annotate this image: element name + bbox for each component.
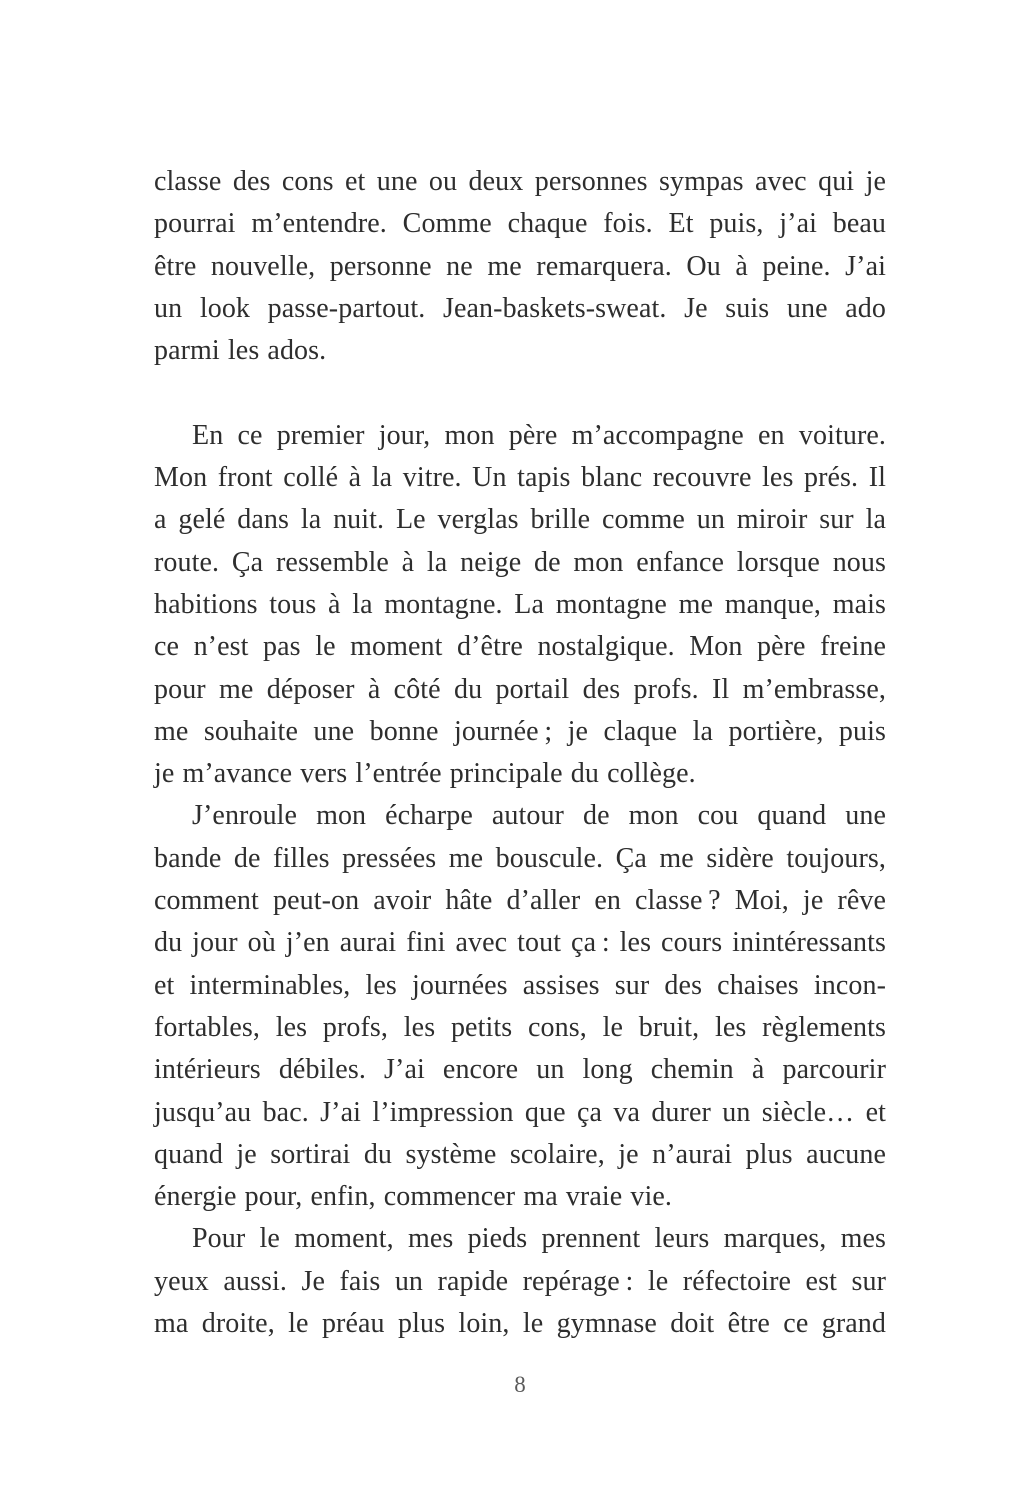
- text-line: bande de filles pressées me bouscule. Ça me sidère toujours,: [154, 842, 886, 874]
- paragraph: [154, 161, 886, 372]
- text-line: yeux aussi. Je fais un rapide repérage : le réfectoire est sur: [154, 1265, 886, 1297]
- text-line: quand je sortirai du système scolaire, je n’aurai plus aucune: [154, 1138, 886, 1170]
- text-line: Mon front collé à la vitre. Un tapis blanc recouvre les prés. Il: [154, 462, 886, 494]
- text-line: je m’avance vers l’entrée principale du collège.: [154, 758, 696, 790]
- text-line: ce n’est pas le moment d’être nostalgique. Mon père freine: [154, 631, 886, 663]
- text-line: un look passe-partout. Jean-baskets-sweat. Je suis une ado: [154, 292, 886, 324]
- text-line: habitions tous à la montagne. La montagne me manque, mais: [154, 588, 886, 620]
- text-line: pour me déposer à côté du portail des profs. Il m’embrasse,: [154, 673, 886, 705]
- text-line: classe des cons et une ou deux personnes sympas avec qui je: [154, 166, 886, 197]
- text-line: et interminables, les journées assises sur des chaises incon-: [154, 969, 886, 1001]
- text-line: comment peut-on avoir hâte d’aller en classe ? Moi, je rêve: [154, 885, 886, 917]
- text-line: ma droite, le préau plus loin, le gymnase doit être ce grand: [154, 1308, 886, 1340]
- paragraph: [154, 1218, 886, 1345]
- text-line: jusqu’au bac. J’ai l’impression que ça va durer un siècle… et: [154, 1096, 886, 1128]
- text-line: J’enroule mon écharpe autour de mon cou quand une: [192, 800, 886, 832]
- text-line: parmi les ados.: [154, 335, 327, 367]
- text-line: énergie pour, enfin, commencer ma vraie vie.: [154, 1181, 672, 1213]
- text-line: du jour où j’en aurai fini avec tout ça : les cours inintéressants: [154, 927, 886, 959]
- page-number: 8: [514, 1372, 526, 1397]
- paragraph: [154, 415, 886, 796]
- text-line: route. Ça ressemble à la neige de mon enfance lorsque nous: [154, 546, 886, 578]
- text-line: pourrai m’entendre. Comme chaque fois. Et puis, j’ai beau: [154, 208, 886, 240]
- text-line: En ce premier jour, mon père m’accompagne en voiture.: [192, 419, 886, 451]
- paragraph: [154, 795, 886, 1218]
- text-line: fortables, les profs, les petits cons, le bruit, les règlements: [154, 1011, 886, 1043]
- text-line: me souhaite une bonne journée ; je claque la portière, puis: [154, 715, 886, 747]
- text-line: intérieurs débiles. J’ai encore un long chemin à parcourir: [154, 1054, 886, 1086]
- text-line: Pour le moment, mes pieds prennent leurs marques, mes: [192, 1223, 886, 1255]
- text-line: a gelé dans la nuit. Le verglas brille comme un miroir sur la: [154, 504, 886, 536]
- text-line: être nouvelle, personne ne me remarquera. Ou à peine. J’ai: [154, 250, 886, 282]
- page-text: [154, 161, 886, 1345]
